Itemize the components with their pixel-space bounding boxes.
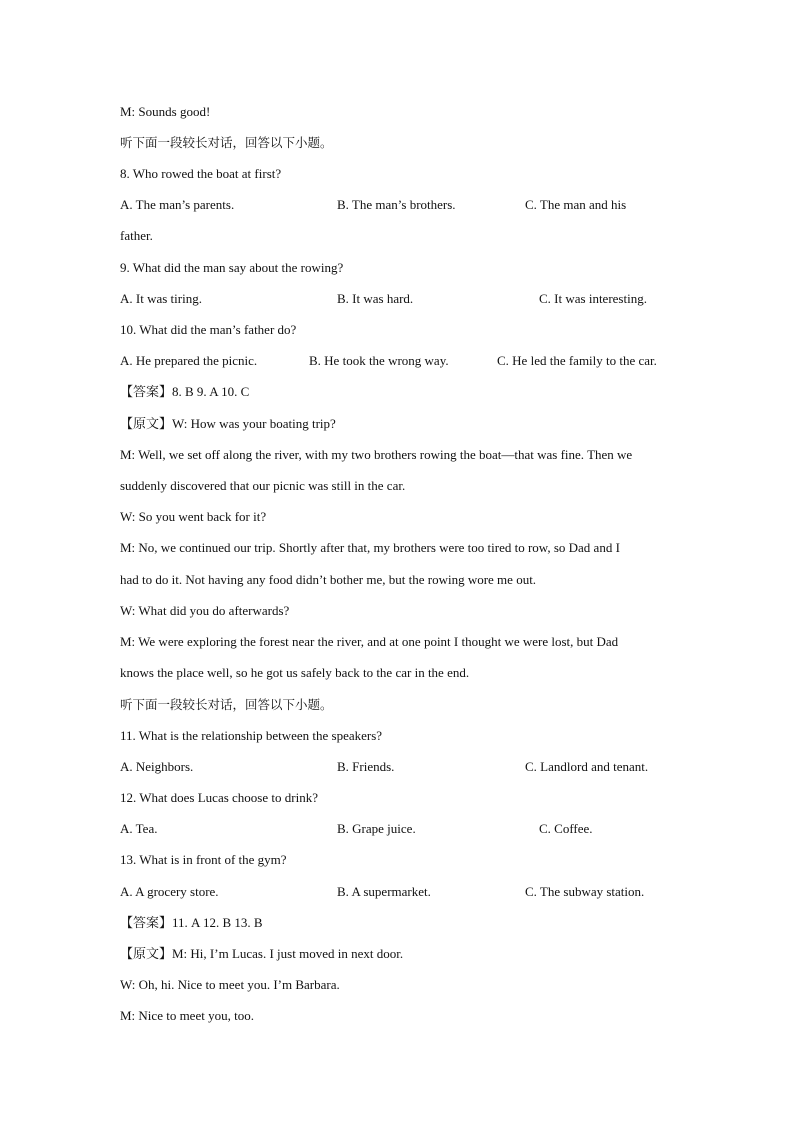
question-12: 12. What does Lucas choose to drink? [120, 790, 318, 805]
transcript-line: had to do it. Not having any food didn’t bother me, but the rowing wore me out. [120, 572, 537, 587]
question-9: 9. What did the man say about the rowing? [120, 260, 344, 275]
section-instruction: 听下面一段较长对话，回答以下小题。 [120, 135, 333, 150]
question-13: 13. What is in front of the gym? [120, 852, 287, 867]
answer-key: 【答案】11. A 12. B 13. B [120, 915, 263, 930]
transcript-line: W: So you went back for it? [120, 509, 267, 524]
answer-key: 【答案】8. B 9. A 10. C [120, 384, 250, 399]
option-10b: B. He took the wrong way. [309, 353, 449, 368]
option-12c: C. Coffee. [539, 821, 593, 836]
option-8b: B. The man’s brothers. [337, 197, 456, 212]
option-13b: B. A supermarket. [337, 884, 431, 899]
option-8a: A. The man’s parents. [120, 197, 235, 212]
question-11: 11. What is the relationship between the speakers? [120, 728, 383, 743]
option-10a: A. He prepared the picnic. [120, 353, 258, 368]
transcript-line: M: Well, we set off along the river, with my two brothers rowing the boat—that was fine. Then we [120, 447, 633, 462]
option-8c-continued: father. [120, 228, 153, 243]
option-11a: A. Neighbors. [120, 759, 194, 774]
question-10: 10. What did the man’s father do? [120, 322, 297, 337]
question-8: 8. Who rowed the boat at first? [120, 166, 282, 181]
option-13c: C. The subway station. [525, 884, 645, 899]
section-instruction: 听下面一段较长对话，回答以下小题。 [120, 697, 333, 712]
transcript-line: suddenly discovered that our picnic was still in the car. [120, 478, 406, 493]
transcript-line: knows the place well, so he got us safely back to the car in the end. [120, 665, 470, 680]
dialogue-line: M: Sounds good! [120, 104, 211, 119]
option-9a: A. It was tiring. [120, 291, 202, 306]
option-11b: B. Friends. [337, 759, 395, 774]
transcript-line: W: What did you do afterwards? [120, 603, 290, 618]
transcript-line: M: No, we continued our trip. Shortly after that, my brothers were too tired to row, so Dad and I [120, 540, 620, 555]
option-11c: C. Landlord and tenant. [525, 759, 649, 774]
option-9c: C. It was interesting. [539, 291, 647, 306]
transcript-line: W: Oh, hi. Nice to meet you. I’m Barbara. [120, 977, 340, 992]
option-9b: B. It was hard. [337, 291, 414, 306]
transcript-line: M: Nice to meet you, too. [120, 1008, 254, 1023]
transcript-line: M: We were exploring the forest near the river, and at one point I thought we were lost, but Dad [120, 634, 619, 649]
option-12b: B. Grape juice. [337, 821, 416, 836]
transcript-line: 【原文】W: How was your boating trip? [120, 416, 336, 431]
option-10c: C. He led the family to the car. [497, 353, 657, 368]
option-8c: C. The man and his [525, 197, 627, 212]
option-12a: A. Tea. [120, 821, 158, 836]
transcript-line: 【原文】M: Hi, I’m Lucas. I just moved in next door. [120, 946, 404, 961]
option-13a: A. A grocery store. [120, 884, 219, 899]
